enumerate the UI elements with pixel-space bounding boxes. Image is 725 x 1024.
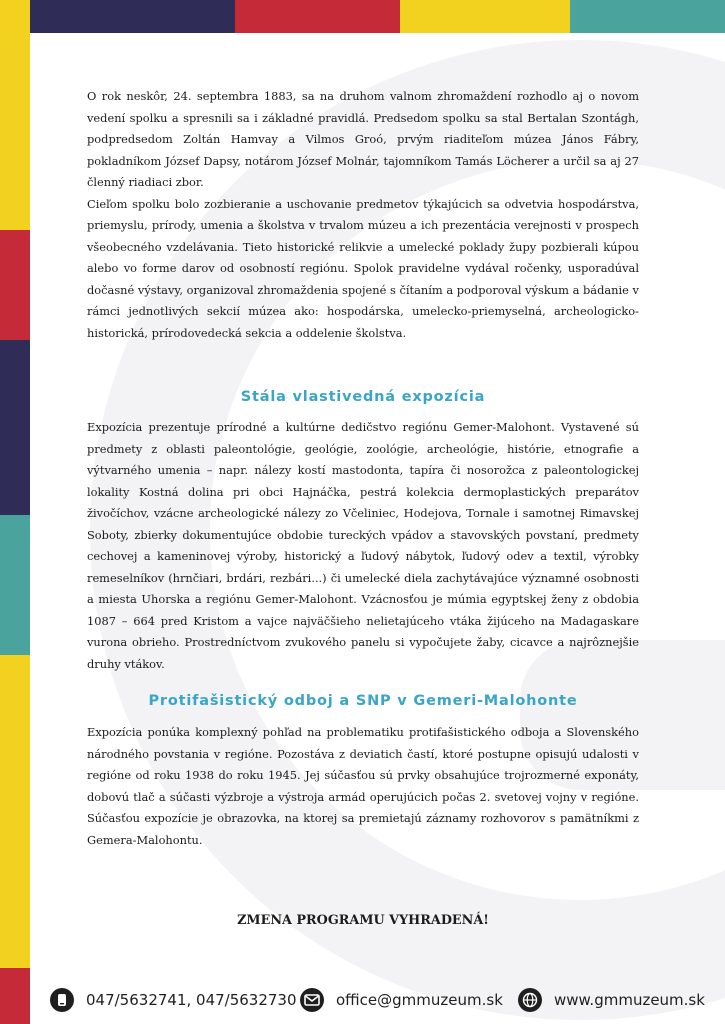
top-bar-navy-segment — [30, 0, 235, 33]
contact-footer — [50, 986, 705, 1014]
paragraph-permanent-exhibition: Expozícia prezentuje prírodné a kultúrne dedičstvo regiónu Gemer-Malohont. Vystavené sú predmety z oblasti paleontológie, geológie, zoológie, archeológie, histórie, etnografie a výtvarného umenia – napr. nálezy kostí mastodonta, tapíra či nosorožca z paleontologickej lokality Kostná dolina pri obci Hajnáčka, pestrá kolekcia dermoplastických preparátov živočíchov, vzácne archeologické nálezy zo Včeliniec, Hodejova, Tornale i samotnej Rimavskej Soboty, zbierky dokumentujúce obdobie tureckých vpádov a stavovských povstaní, predmety cechovej a kameninovej výroby, historický a ľudový nábytok, ľudový odev a textil, výrobky remeselníkov (hrnčiari, brdári, rezbári...) či umelecké diela zachytávajúce významné osobnosti a miesta Uhorska a regiónu Gemer-Malohont. Vzácnosťou je múmia egyptskej ženy z obdobia 1087 – 664 pred Kristom a vajce najväčšieho nelietajúceho vtáka žijúceho na Madagaskare vurona obrieho. Prostredníctvom zvukového panelu si vypočujete žaby, cicavce a najrôznejšie druhy vtákov. — [87, 420, 639, 671]
side-bar-teal-segment — [0, 515, 30, 655]
footer-phone-text[interactable]: 047/5632741, 047/5632730 — [86, 991, 297, 1009]
side-bar-red-segment-2 — [0, 968, 30, 1024]
email-icon — [300, 988, 324, 1012]
footer-email-text[interactable]: office@gmmuzeum.sk — [336, 991, 503, 1009]
footer-web-text[interactable]: www.gmmuzeum.sk — [554, 991, 705, 1009]
footer-email — [300, 986, 503, 1014]
heading-antifascist-exhibition: Protifašistický odboj a SNP v Gemeri-Malohonte — [148, 693, 578, 709]
globe-icon — [518, 988, 542, 1012]
program-change-notice: ZMENA PROGRAMU VYHRADENÁ! — [237, 913, 489, 928]
top-bar-teal-segment — [570, 0, 725, 33]
heading-permanent-exhibition: Stála vlastivedná expozícia — [240, 389, 486, 405]
side-bar-yellow-segment-2 — [0, 655, 30, 968]
paragraph-association-goals: Cieľom spolku bolo zozbieranie a uschovanie predmetov týkajúcich sa odvetvia hospodárstva, priemyslu, prírody, umenia a školstva v trvalom múzeu a ich prezentácia verejnosti v prospech všeobecného vzdelávania. Tieto historické relikvie a umelecké poklady župy pozbierali kúpou alebo vo forme darov od osobností regiónu. Spolok pravidelne vydával ročenky, usporadúval dočasné výstavy, organizoval zhromaždenia spojené s čítaním a podporoval výskum a bádanie v rámci jednotlivých sekcií múzea ako: hospodárska, umelecko-priemyselná, archeologicko-historická, prírodovedecká sekcia a oddelenie školstva. — [87, 196, 639, 340]
top-bar-red-segment — [235, 0, 400, 33]
paragraph-association-leadership: O rok neskôr, 24. septembra 1883, sa na druhom valnom zhromaždení rozhodlo aj o novom vedení spolku a spresnili sa i základné pravidlá. Predsedom spolku sa stal Bertalan Szontágh, podpredsedom Zoltán Hamvay a Vilmos Groó, prvým riaditeľom múzea János Fábry, pokladníkom József Dapsy, notárom József Molnár, tajomníkom Tamás Löcherer a určil sa aj 27 členný riadiaci zbor. — [87, 89, 639, 189]
paragraph-antifascist-exhibition: Expozícia ponúka komplexný pohľad na problematiku protifašistického odboja a Slovenského národného povstania v regióne. Pozostáva z deviatich častí, ktoré postupne opisujú udalosti v regióne od roku 1938 do roku 1945. Jej súčasťou sú prvky obsahujúce trojrozmerné exponáty, dobovú tlač a súčasti výzbroje a výstroja armád operujúcich počas 2. svetovej vojny v regióne. Súčasťou expozície je obrazovka, na ktorej sa premietajú záznamy rozhovorov s pamätníkmi z Gemera-Malohontu. — [87, 725, 639, 847]
top-bar-yellow-segment-2 — [400, 0, 570, 33]
side-bar-red-segment — [0, 230, 30, 340]
footer-web — [518, 986, 705, 1014]
side-bar-navy-segment — [0, 340, 30, 515]
main-content — [87, 86, 639, 928]
phone-icon — [50, 988, 74, 1012]
top-bar-yellow-segment — [0, 0, 30, 33]
side-bar-yellow-segment — [0, 33, 30, 230]
left-color-bar — [0, 33, 30, 1024]
top-color-bar — [0, 0, 725, 33]
footer-phone — [50, 986, 297, 1014]
